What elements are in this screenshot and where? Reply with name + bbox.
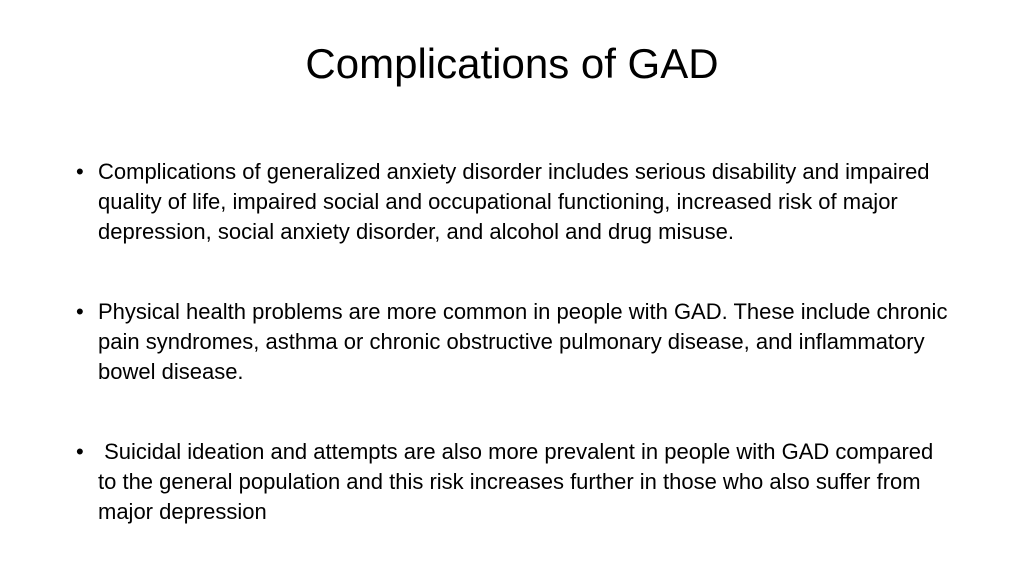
- slide-title: Complications of GAD: [305, 40, 719, 87]
- bullet-text: Suicidal ideation and attempts are also more prevalent in people with GAD compared to the general population and this risk increases further in those who also suffer from major depression: [98, 439, 940, 524]
- bullet-item-physical-health: [76, 297, 956, 387]
- bullet-text: Complications of generalized anxiety disorder includes serious disability and impaired quality of life, impaired social and occupational functioning, increased risk of major depression, social anxiety disorder, and alcohol and drug misuse.: [98, 159, 936, 244]
- bullet-icon: •: [76, 159, 84, 184]
- bullet-text: Physical health problems are more common in people with GAD. These include chronic pain syndromes, asthma or chronic obstructive pulmonary disease, and inflammatory bowel disease.: [98, 299, 954, 384]
- bullet-item-complications: [76, 157, 956, 247]
- bullet-item-suicidal-ideation: [76, 437, 956, 527]
- bullet-icon: •: [76, 439, 84, 464]
- bullet-list: [76, 157, 956, 527]
- bullet-icon: •: [76, 299, 84, 324]
